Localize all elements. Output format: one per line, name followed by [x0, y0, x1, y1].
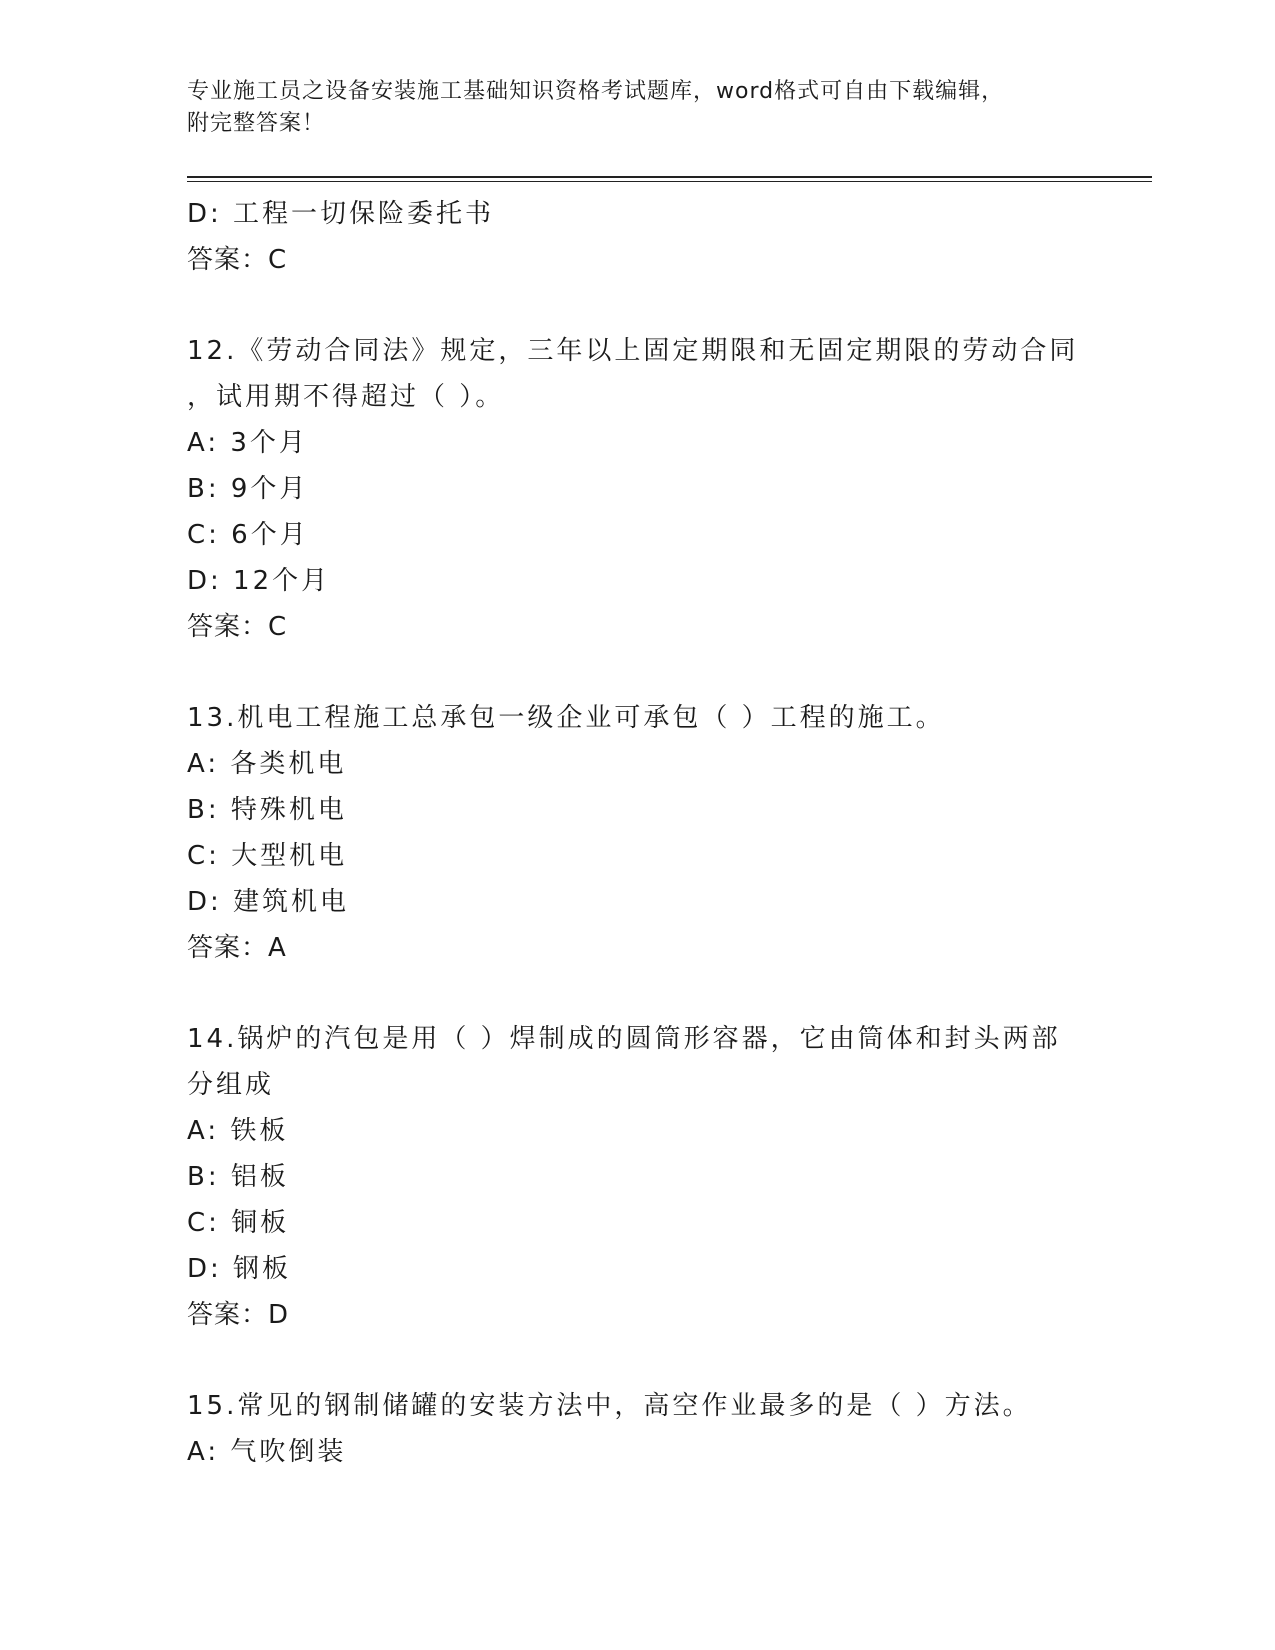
question-12-text-line-2: ，试用期不得超过（ ）。: [187, 382, 505, 412]
question-15-text-line-1: 15.常见的钢制储罐的安装方法中，高空作业最多的是（ ）方法。: [187, 1391, 1032, 1421]
spacer: [187, 283, 1117, 328]
question-13-answer: 答案：A: [187, 933, 287, 963]
header-line-1: 专业施工员之设备安装施工基础知识资格考试题库，word格式可自由下载编辑，: [187, 79, 1005, 104]
question-13-option-a: A: 各类机电: [187, 749, 347, 779]
question-12-option-d: D: 12个月: [187, 566, 331, 596]
question-content: [187, 191, 1117, 1475]
question-14-text-line-1: 14.锅炉的汽包是用（ ）焊制成的圆筒形容器，它由筒体和封头两部: [187, 1024, 1061, 1054]
question-13-option-d: D: 建筑机电: [187, 887, 350, 917]
question-13-option-b: B: 特殊机电: [187, 795, 347, 825]
question-13-option-c: C: 大型机电: [187, 841, 348, 871]
question-14-option-b: B: 铝板: [187, 1162, 289, 1192]
spacer: [187, 650, 1117, 695]
question-15-option-a: A: 气吹倒装: [187, 1437, 347, 1467]
question-12-option-b: B: 9个月: [187, 474, 309, 504]
question-12-text-line-1: 12.《劳动合同法》规定，三年以上固定期限和无固定期限的劳动合同: [187, 336, 1079, 366]
header-divider-thick: [187, 176, 1152, 178]
question-14-text-line-2: 分组成: [187, 1070, 275, 1100]
question-15: [187, 1383, 1117, 1475]
question-12-answer: 答案：C: [187, 612, 288, 642]
spacer: [187, 1338, 1117, 1383]
spacer: [187, 971, 1117, 1016]
question-11-option-d: D: 工程一切保险委托书: [187, 199, 495, 229]
question-11-tail: [187, 191, 1117, 283]
question-14: [187, 1016, 1117, 1338]
question-14-answer: 答案：D: [187, 1300, 290, 1330]
question-11-answer: 答案：C: [187, 245, 288, 275]
question-12-option-a: A: 3个月: [187, 428, 308, 458]
question-13-text-line-1: 13.机电工程施工总承包一级企业可承包（ ）工程的施工。: [187, 703, 945, 733]
document-header: [187, 76, 1067, 140]
question-14-option-d: D: 钢板: [187, 1254, 292, 1284]
question-12: [187, 328, 1117, 650]
question-14-option-a: A: 铁板: [187, 1116, 289, 1146]
question-13: [187, 695, 1117, 971]
question-14-option-c: C: 铜板: [187, 1208, 290, 1238]
header-divider-thin: [187, 181, 1152, 182]
question-12-option-c: C: 6个月: [187, 520, 309, 550]
header-line-2: 附完整答案！: [187, 111, 326, 136]
